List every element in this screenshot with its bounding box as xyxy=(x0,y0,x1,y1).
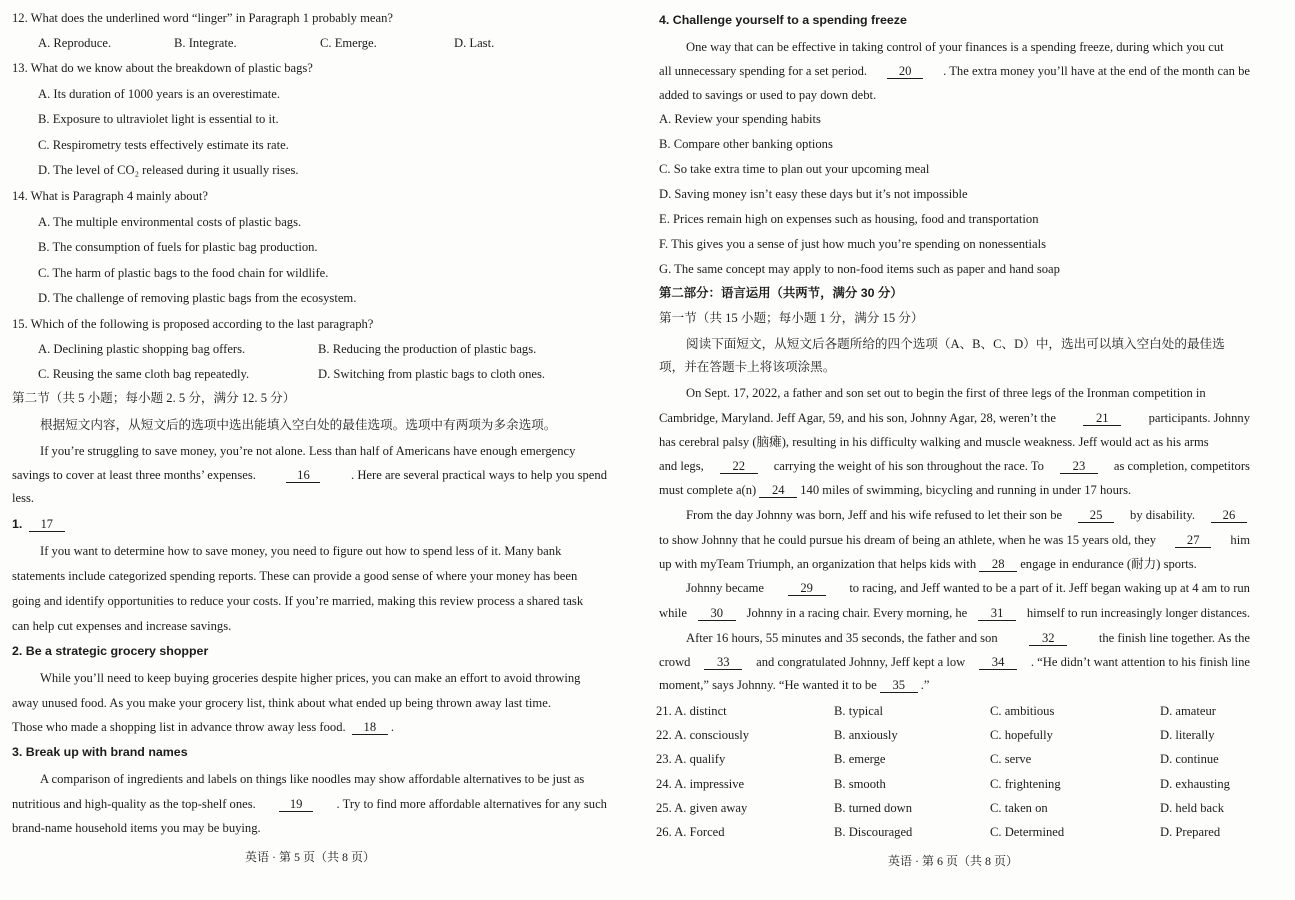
mc-option: B. Discouraged xyxy=(834,825,913,839)
mc-option: C. serve xyxy=(990,752,1032,766)
paragraph-line: One way that can be effective in taking control of your finances is a spending freeze, during which you cut xyxy=(686,40,1224,54)
blank-22[interactable]: 22 xyxy=(720,459,758,474)
blank-27[interactable]: 27 xyxy=(1175,533,1211,548)
blank-24[interactable]: 24 xyxy=(759,483,797,498)
mc-option: B. anxiously xyxy=(834,728,898,742)
mc-option: D. continue xyxy=(1160,752,1219,766)
blank-26[interactable]: 26 xyxy=(1211,508,1247,523)
choice-a: A. Review your spending habits xyxy=(659,112,821,126)
choice-c: C. So take extra time to plan out your upcoming meal xyxy=(659,162,930,176)
blank-32[interactable]: 32 xyxy=(1029,631,1067,646)
blank-23[interactable]: 23 xyxy=(1060,459,1098,474)
cloze-line: Johnny became 29 to racing, and Jeff wanted to be a part of it. Jeff began waking up at 4 am to run xyxy=(686,581,1250,595)
mc-option: C. taken on xyxy=(990,801,1048,815)
paragraph-line: If you’re struggling to save money, you’re not alone. Less than half of Americans have enough emergency xyxy=(40,444,576,458)
blank-33[interactable]: 33 xyxy=(704,655,742,670)
option: D. Switching from plastic bags to cloth ones. xyxy=(318,367,546,381)
section-instruction: 根据短文内容，从短文后的选项中选出能填入空白处的最佳选项。选项中有两项为多余选项。 xyxy=(40,418,557,432)
option: C. Reusing the same cloth bag repeatedly. xyxy=(38,367,250,381)
choice-f: F. This gives you a sense of just how much you’re spending on nonessentials xyxy=(659,237,1047,251)
paragraph-line: statements include categorized spending reports. These can provide a good sense of where your money has been xyxy=(12,569,578,583)
heading-3: 3. Break up with brand names xyxy=(12,745,188,759)
mc-option: D. literally xyxy=(1160,728,1215,742)
question-12-stem: 12. What does the underlined word “linger” in Paragraph 1 probably mean? xyxy=(12,11,393,25)
option: D. The level of CO₂ released during it usually rises. xyxy=(38,163,299,177)
mc-option: 25. A. given away xyxy=(656,801,748,815)
mc-option: 24. A. impressive xyxy=(656,777,745,791)
mc-option: C. hopefully xyxy=(990,728,1053,742)
mc-option: C. ambitious xyxy=(990,704,1055,718)
blank-30[interactable]: 30 xyxy=(698,606,736,621)
section-title: 第二节（共 5 小题；每小题 2. 5 分，满分 12. 5 分） xyxy=(12,391,296,405)
cloze-line: has cerebral palsy (脑瘫), resulting in his difficulty walking and muscle weakness. Jeff would act as his arms xyxy=(659,435,1209,449)
paragraph-line: A comparison of ingredients and labels on things like noodles may show affordable alternatives to be just as xyxy=(40,772,585,786)
option: C. The harm of plastic bags to the food chain for wildlife. xyxy=(38,266,329,280)
question-14-stem: 14. What is Paragraph 4 mainly about? xyxy=(12,189,208,203)
option: C. Respirometry tests effectively estimate its rate. xyxy=(38,138,289,152)
mc-option: D. exhausting xyxy=(1160,777,1230,791)
choice-b: B. Compare other banking options xyxy=(659,137,833,151)
choice-g: G. The same concept may apply to non-food items such as paper and hand soap xyxy=(659,262,1060,276)
mc-option: 26. A. Forced xyxy=(656,825,725,839)
section-instruction: 项，并在答题卡上将该项涂黑。 xyxy=(659,360,836,374)
cloze-line: crowd 33 and congratulated Johnny, Jeff kept a low 34 . “He didn’t want attention to his finish line xyxy=(659,655,1250,669)
cloze-line: After 16 hours, 55 minutes and 35 seconds, the father and son 32 the finish line together. As the xyxy=(686,631,1250,645)
blank-34[interactable]: 34 xyxy=(979,655,1017,670)
blank-20[interactable]: 20 xyxy=(887,64,923,79)
blank-18[interactable]: 18 xyxy=(352,720,388,735)
option: A. The multiple environmental costs of plastic bags. xyxy=(38,215,302,229)
cloze-line: From the day Johnny was born, Jeff and his wife refused to let their son be 25 by disability. 26 xyxy=(686,507,1250,523)
choice-e: E. Prices remain high on expenses such as housing, food and transportation xyxy=(659,212,1039,226)
cloze-line: while 30 Johnny in a racing chair. Every morning, he 31 himself to run increasingly longer distances. xyxy=(659,606,1250,620)
paragraph-line: nutritious and high-quality as the top-shelf ones. 19 . Try to find more affordable alternatives for any such xyxy=(12,797,607,811)
option: D. Last. xyxy=(454,36,495,50)
blank-19[interactable]: 19 xyxy=(279,797,313,812)
section-title: 第一节（共 15 小题；每小题 1 分，满分 15 分） xyxy=(659,311,924,325)
blank-21[interactable]: 21 xyxy=(1083,411,1121,426)
cloze-line: and legs, 22 carrying the weight of his son throughout the race. To 23 as completion, competitors xyxy=(659,459,1250,473)
blank-16[interactable]: 16 xyxy=(286,468,320,483)
page-footer: 英语 · 第 5 页（共 8 页） xyxy=(245,850,375,864)
option: B. Exposure to ultraviolet light is essential to it. xyxy=(38,112,279,126)
mc-option: B. smooth xyxy=(834,777,886,791)
cloze-line: moment,” says Johnny. “He wanted it to be 35 .” xyxy=(659,678,930,692)
blank-28[interactable]: 28 xyxy=(979,557,1017,572)
option: B. Integrate. xyxy=(174,36,237,50)
mc-option: D. Prepared xyxy=(1160,825,1221,839)
mc-option: C. frightening xyxy=(990,777,1061,791)
blank-31[interactable]: 31 xyxy=(978,606,1016,621)
heading-4: 4. Challenge yourself to a spending freeze xyxy=(659,13,907,27)
mc-option: D. amateur xyxy=(1160,704,1216,718)
option: A. Declining plastic shopping bag offers. xyxy=(38,342,246,356)
cloze-line: Cambridge, Maryland. Jeff Agar, 59, and his son, Johnny Agar, 28, weren’t the 21 participants. Johnny xyxy=(659,411,1250,425)
question-13-stem: 13. What do we know about the breakdown of plastic bags? xyxy=(12,61,313,75)
mc-option: 22. A. consciously xyxy=(656,728,750,742)
mc-option: B. typical xyxy=(834,704,883,718)
mc-option: 21. A. distinct xyxy=(656,704,727,718)
paragraph-line: all unnecessary spending for a set period. 20 . The extra money you’ll have at the end of the month can be xyxy=(659,64,1250,78)
mc-option: C. Determined xyxy=(990,825,1065,839)
page-footer: 英语 · 第 6 页（共 8 页） xyxy=(888,854,1018,868)
paragraph-line: added to savings or used to pay down debt. xyxy=(659,88,877,102)
blank-29[interactable]: 29 xyxy=(788,581,826,596)
mc-option: B. turned down xyxy=(834,801,913,815)
paragraph-line: less. xyxy=(12,491,35,505)
cloze-line: up with myTeam Triumph, an organization that helps kids with 28 engage in endurance (耐力) sports. xyxy=(659,557,1197,571)
paragraph-line: brand-name household items you may be buying. xyxy=(12,821,261,835)
paragraph-line: savings to cover at least three months’ expenses. 16 . Here are several practical ways to help you spend xyxy=(12,468,607,482)
question-15-stem: 15. Which of the following is proposed according to the last paragraph? xyxy=(12,317,374,331)
mc-option: B. emerge xyxy=(834,752,886,766)
mc-option: D. held back xyxy=(1160,801,1224,815)
section-instruction: 阅读下面短文，从短文后各题所给的四个选项（A、B、C、D）中，选出可以填入空白处的最佳选 xyxy=(686,337,1225,351)
option: B. The consumption of fuels for plastic bag production. xyxy=(38,240,318,254)
paragraph-line: going and identify opportunities to reduce your costs. If you’re married, making this review process a shared task xyxy=(12,594,584,608)
paragraph-line: Those who made a shopping list in advance throw away less food. 18 . xyxy=(12,720,394,734)
option: D. The challenge of removing plastic bags from the ecosystem. xyxy=(38,291,357,305)
option: A. Reproduce. xyxy=(38,36,112,50)
option: A. Its duration of 1000 years is an overestimate. xyxy=(38,87,281,101)
heading-2: 2. Be a strategic grocery shopper xyxy=(12,644,209,658)
cloze-line: to show Johnny that he could pursue his dream of being an athlete, when he was 15 years old, they 27 him xyxy=(659,533,1250,547)
heading-1: 1. 17 xyxy=(12,516,68,532)
part-title: 第二部分：语言运用（共两节，满分 30 分） xyxy=(659,286,903,300)
paragraph-line: can help cut expenses and increase savings. xyxy=(12,619,232,633)
paragraph-line: If you want to determine how to save money, you need to figure out how to spend less of it. Many bank xyxy=(40,544,562,558)
cloze-line: On Sept. 17, 2022, a father and son set out to begin the first of three legs of the Ironman competition in xyxy=(686,386,1206,400)
option: B. Reducing the production of plastic bags. xyxy=(318,342,537,356)
blank-17[interactable]: 17 xyxy=(29,517,65,532)
blank-35[interactable]: 35 xyxy=(880,678,918,693)
choice-d: D. Saving money isn’t easy these days but it’s not impossible xyxy=(659,187,968,201)
mc-option: 23. A. qualify xyxy=(656,752,726,766)
option: C. Emerge. xyxy=(320,36,377,50)
paragraph-line: While you’ll need to keep buying groceries despite higher prices, you can make an effort to avoid throwing xyxy=(40,671,581,685)
blank-25[interactable]: 25 xyxy=(1078,508,1114,523)
paragraph-line: away unused food. As you make your grocery list, think about what ended up being thrown away last time. xyxy=(12,696,551,710)
cloze-line: must complete a(n) 24 140 miles of swimming, bicycling and running in under 17 hours. xyxy=(659,483,1132,497)
